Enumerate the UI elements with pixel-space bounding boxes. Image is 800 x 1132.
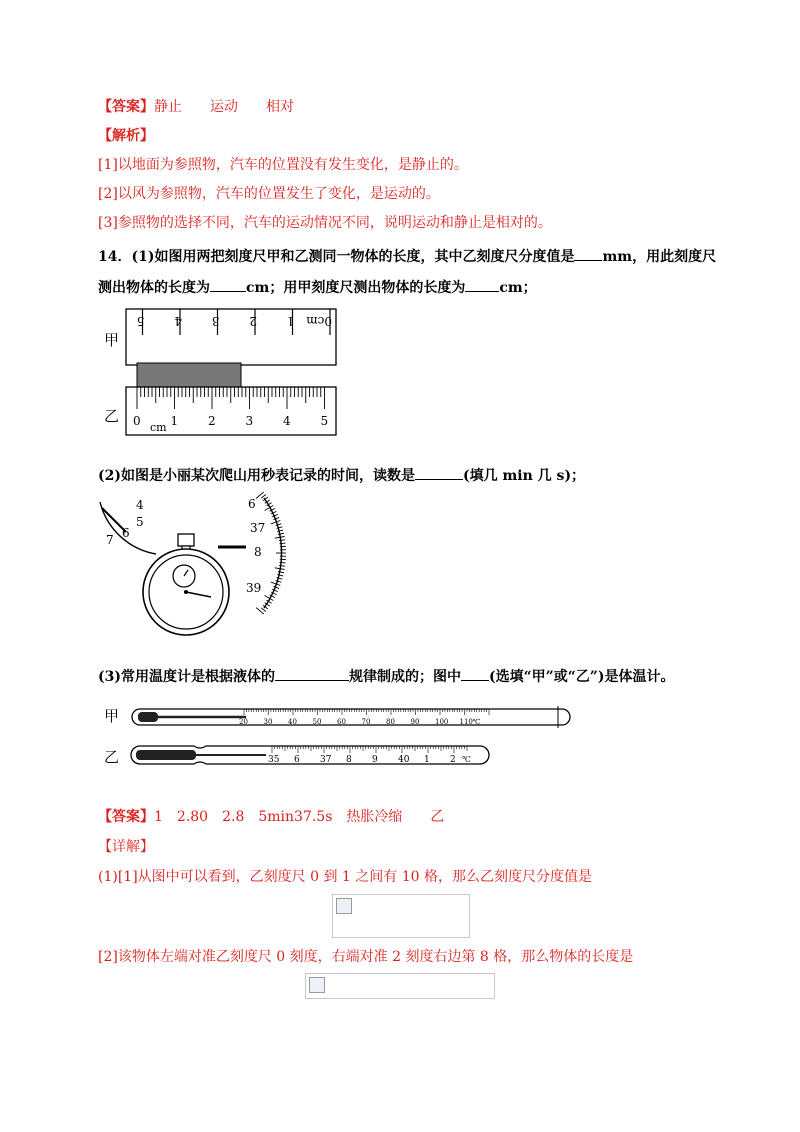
thermometer-yi-tick-label: 9 (372, 755, 378, 765)
thermometer-jia-bulb (138, 712, 158, 722)
thermometer-jia-tick-label: 70 (361, 718, 371, 726)
thermometers-figure (96, 696, 576, 776)
question-text: 测出物体的长度为 (98, 280, 210, 296)
question-text: 规律制成的；图中 (349, 669, 461, 685)
question-text: (2)如图是小丽某次爬山用秒表记录的时间，读数是 (98, 468, 415, 484)
question-text: (填几 min 几 s)； (463, 468, 586, 484)
question-14-line-1 (98, 246, 716, 266)
large-dial-tick (261, 495, 266, 499)
answer-line-2 (98, 808, 444, 826)
ruler-jia-tick-label: 1 (286, 314, 295, 328)
large-dial-tick (280, 543, 286, 544)
large-dial-label: 8 (254, 545, 262, 559)
answer-value: 1 (154, 809, 163, 825)
analysis-line-1: [1]以地面为参照物，汽车的位置没有发生变化，是静止的。 (98, 157, 468, 173)
large-dial-label: 6 (248, 497, 256, 511)
question-14-line-2 (98, 277, 537, 297)
ruler-jia-tick-label: 4 (174, 314, 182, 328)
question-14-part-3 (98, 666, 674, 686)
thermometer-yi-tick-label: 40 (398, 755, 410, 765)
ruler-yi-unit: cm (150, 421, 167, 434)
rulers-figure (96, 303, 346, 438)
thermometer-jia-unit: ℃ (472, 718, 481, 726)
ruler-jia-tick-label: 5 (136, 314, 145, 328)
answer-value: 热胀冷缩 (346, 809, 403, 825)
ruler-yi-tick-label: 1 (170, 414, 179, 428)
broken-image-icon (309, 977, 325, 993)
ruler-yi-tick-label: 0 (133, 414, 141, 428)
ruler-jia-label: 甲 (104, 331, 120, 349)
ruler-jia (126, 309, 336, 365)
question-text: cm； (499, 280, 537, 296)
ruler-yi-tick-label: 2 (208, 414, 216, 428)
answer-value-3: 相对 (266, 99, 294, 115)
stopwatch-figure (96, 492, 306, 642)
ruler-jia-tick-label: 3 (211, 314, 220, 328)
answer-blank (415, 465, 463, 480)
large-dial-label: 37 (250, 521, 266, 535)
answer-line-1 (98, 98, 294, 116)
large-dial-label: 39 (246, 581, 262, 595)
small-dial-label: 7 (106, 533, 114, 547)
thermometer-jia-tick-label: 20 (239, 718, 248, 726)
analysis-line-2: [2]以风为参照物，汽车的位置发生了变化，是运动的。 (98, 186, 440, 202)
thermometer-jia-tick-label: 60 (337, 718, 346, 726)
answer-tag: 【答案】 (98, 809, 154, 825)
question-14-part-2 (98, 465, 585, 485)
thermometer-yi-unit: ℃ (462, 755, 471, 764)
answer-value: 乙 (430, 809, 445, 825)
ruler-jia-tick-label: 0cm (306, 314, 332, 328)
stopwatch-crown (178, 534, 194, 546)
analysis-line-3: [3]参照物的选择不同，汽车的运动情况不同，说明运动和静止是相对的。 (98, 215, 552, 231)
ruler-yi-tick-label: 4 (283, 414, 291, 428)
thermometer-jia-tick-label: 90 (410, 718, 420, 726)
ruler-jia-tick-label: 2 (249, 314, 257, 328)
small-dial-label: 6 (122, 526, 130, 540)
stopwatch-center (184, 590, 188, 594)
thermometer-yi-tick-label: 2 (450, 755, 456, 765)
answer-value-1: 静止 (154, 99, 182, 115)
ruler-yi-label: 乙 (104, 407, 120, 425)
thermometer-yi-bulb (136, 750, 196, 760)
measured-object (137, 363, 241, 387)
thermometer-yi-tick-label: 8 (346, 755, 352, 765)
thermometer-jia-label: 甲 (104, 707, 120, 725)
answer-blank (210, 277, 246, 292)
question-text: (3)常用温度计是根据液体的 (98, 669, 275, 685)
detail-line-1: (1)[1]从图中可以看到，乙刻度尺 0 到 1 之间有 10 格，那么乙刻度尺分度值是 (98, 869, 592, 885)
answer-blank (574, 246, 602, 261)
question-text: cm；用甲刻度尺测出物体的长度为 (246, 280, 466, 296)
thermometer-jia-tick-label: 110 (459, 718, 473, 726)
question-text: 14．(1)如图用两把刻度尺甲和乙测同一物体的长度，其中乙刻度尺分度值是 (98, 249, 575, 265)
thermometer-jia-tick-label: 30 (263, 718, 273, 726)
thermometer-yi-label: 乙 (104, 748, 120, 766)
detail-line-2: [2]该物体左端对准乙刻度尺 0 刻度，右端对准 2 刻度右边第 8 格，那么物体的长度是 (98, 949, 634, 965)
answer-value: 2.8 (222, 809, 245, 825)
thermometer-jia-tick-label: 100 (435, 718, 449, 726)
large-dial-tick (261, 608, 266, 612)
thermometer-yi-tick-label: 6 (294, 755, 300, 765)
thermometer-yi-tick-label: 1 (424, 755, 430, 765)
small-dial-label: 5 (136, 515, 144, 529)
question-text: mm，用此刻度尺 (602, 249, 717, 265)
answer-blank (465, 277, 499, 292)
answer-blank (461, 666, 489, 681)
ruler-yi-tick-label: 3 (245, 414, 254, 428)
formula-image-placeholder (332, 894, 470, 938)
question-text: (选填“甲”或“乙”)是体温计。 (489, 669, 675, 685)
answer-value-2: 运动 (210, 99, 238, 115)
ruler-yi-tick-label: 5 (320, 414, 329, 428)
analysis-tag: 【解析】 (98, 128, 154, 144)
thermometer-jia-tick-label: 50 (312, 718, 322, 726)
answer-tag: 【答案】 (98, 99, 154, 115)
large-dial-tick (280, 562, 286, 563)
thermometer-yi-tick-label: 35 (268, 755, 280, 765)
detail-tag: 【详解】 (98, 839, 154, 855)
thermometer-yi-tick-label: 37 (320, 755, 332, 765)
small-dial-label: 4 (136, 498, 144, 512)
answer-value: 5min37.5s (258, 809, 333, 825)
thermometer-jia-tick-label: 40 (288, 718, 297, 726)
answer-value: 2.80 (176, 809, 209, 825)
thermometer-jia-tick-label: 80 (386, 718, 395, 726)
broken-image-icon (336, 898, 352, 914)
answer-blank (275, 666, 349, 681)
formula-image-placeholder (305, 973, 495, 999)
